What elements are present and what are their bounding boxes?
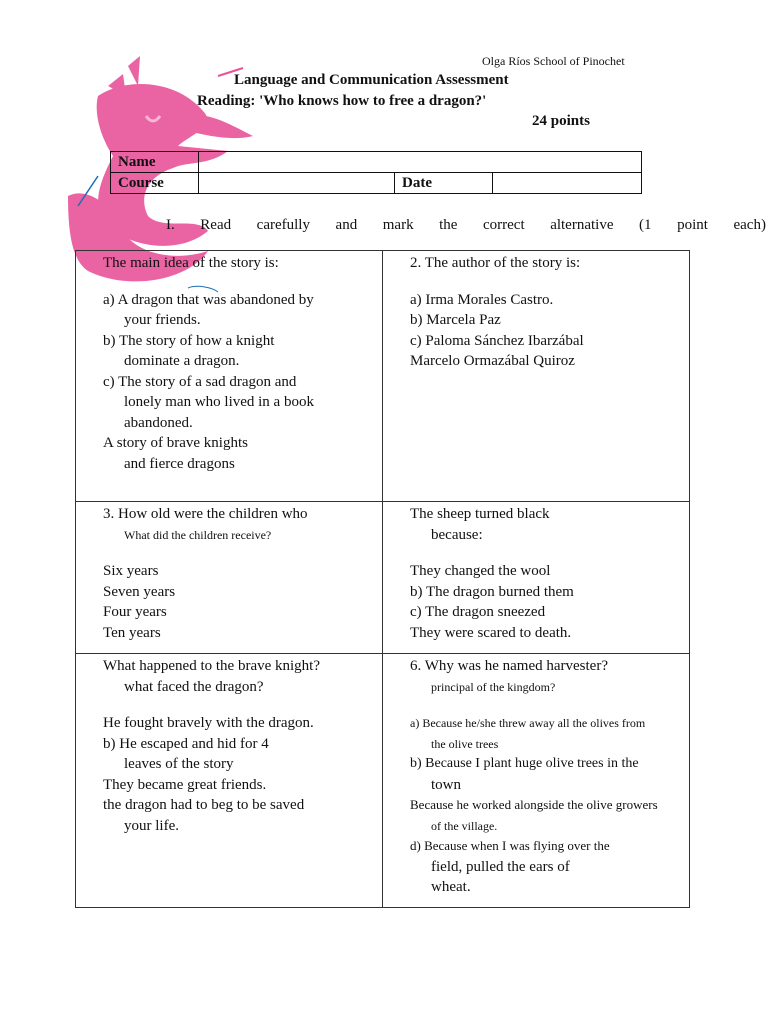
- answer-option[interactable]: Marcelo Ormazábal Quiroz: [410, 353, 575, 369]
- answer-option[interactable]: b) Because I plant huge olive trees in the town: [410, 756, 639, 793]
- question-subprompt: what faced the dragon?: [124, 678, 264, 695]
- instruction-word: point: [677, 217, 708, 233]
- answer-option[interactable]: He fought bravely with the dragon.: [103, 715, 314, 731]
- answer-option[interactable]: c) The story of a sad dragon and lonely man who lived in a book abandoned.: [103, 373, 314, 431]
- question-1: [76, 251, 383, 502]
- instruction-word: alternative: [550, 217, 614, 233]
- name-field[interactable]: [199, 152, 642, 173]
- answer-option[interactable]: c) The dragon sneezed: [410, 604, 546, 620]
- answer-option[interactable]: Six years: [103, 563, 159, 579]
- question-6: [383, 654, 690, 907]
- question-3: [76, 502, 383, 654]
- answer-option[interactable]: Seven years: [103, 583, 176, 600]
- answer-option[interactable]: They changed the wool: [410, 563, 551, 579]
- answer-option[interactable]: b) Marcela Paz: [410, 312, 501, 328]
- instruction-word: carefully: [256, 217, 310, 233]
- date-field[interactable]: [493, 173, 642, 194]
- course-label: Course: [111, 173, 199, 194]
- instructions: [166, 217, 766, 234]
- instruction-word: Read: [200, 217, 232, 233]
- date-label: Date: [395, 173, 493, 194]
- answer-option[interactable]: Four years: [103, 604, 167, 620]
- question-subprompt: What did the children receive?: [124, 527, 272, 542]
- instruction-word: each): [733, 217, 766, 233]
- question-prompt: The main idea of the story is:: [103, 255, 279, 271]
- question-2: [383, 251, 690, 502]
- course-field[interactable]: [199, 173, 395, 194]
- answer-option[interactable]: They were scared to death.: [410, 624, 572, 641]
- name-label: Name: [111, 152, 199, 173]
- question-prompt: 3. How old were the children who: [103, 506, 308, 522]
- instruction-word: correct: [483, 217, 525, 233]
- school-name: Olga Ríos School of Pinochet: [482, 54, 625, 68]
- answer-option[interactable]: a) Irma Morales Castro.: [410, 291, 554, 308]
- question-subprompt: principal of the kingdom?: [431, 679, 556, 694]
- answer-option[interactable]: the dragon had to beg to be saved your life.: [103, 797, 305, 834]
- answer-option[interactable]: a) Because he/she threw away all the olives from the olive trees: [410, 716, 646, 751]
- answer-option[interactable]: b) The dragon burned them: [410, 583, 574, 600]
- question-prompt: What happened to the brave knight?: [103, 658, 321, 674]
- question-prompt: The sheep turned black: [410, 506, 550, 522]
- instruction-word: (1: [639, 217, 652, 233]
- instruction-word: the: [439, 217, 458, 233]
- instruction-word: I.: [166, 217, 175, 233]
- answer-option[interactable]: d) Because when I was flying over the field, pulled the ears of wheat.: [410, 838, 610, 895]
- question-prompt: 6. Why was he named harvester?: [410, 658, 608, 674]
- answer-option[interactable]: Ten years: [103, 624, 161, 641]
- answer-option[interactable]: Because he worked alongside the olive growers of the village.: [410, 797, 658, 833]
- question-4: [383, 502, 690, 654]
- reading-title: Reading: 'Who knows how to free a dragon?': [197, 93, 487, 109]
- question-subprompt: because:: [431, 526, 483, 543]
- question-prompt: 2. The author of the story is:: [410, 255, 581, 271]
- answer-option[interactable]: a) A dragon that was abandoned by your friends.: [103, 291, 314, 328]
- questions-grid: [75, 250, 690, 908]
- answer-option[interactable]: They became great friends.: [103, 776, 267, 793]
- assessment-title: Language and Communication Assessment: [234, 72, 509, 88]
- instruction-word: and: [335, 217, 358, 233]
- student-info-table: [110, 151, 642, 194]
- total-points: 24 points: [532, 113, 590, 129]
- answer-option[interactable]: c) Paloma Sánchez Ibarzábal: [410, 332, 584, 349]
- answer-option[interactable]: b) The story of how a knight dominate a dragon.: [103, 332, 275, 369]
- answer-option[interactable]: A story of brave knights and fierce dragons: [103, 435, 248, 472]
- answer-option[interactable]: b) He escaped and hid for 4 leaves of the story: [103, 735, 269, 772]
- question-5: [76, 654, 383, 907]
- instruction-word: mark: [382, 217, 414, 233]
